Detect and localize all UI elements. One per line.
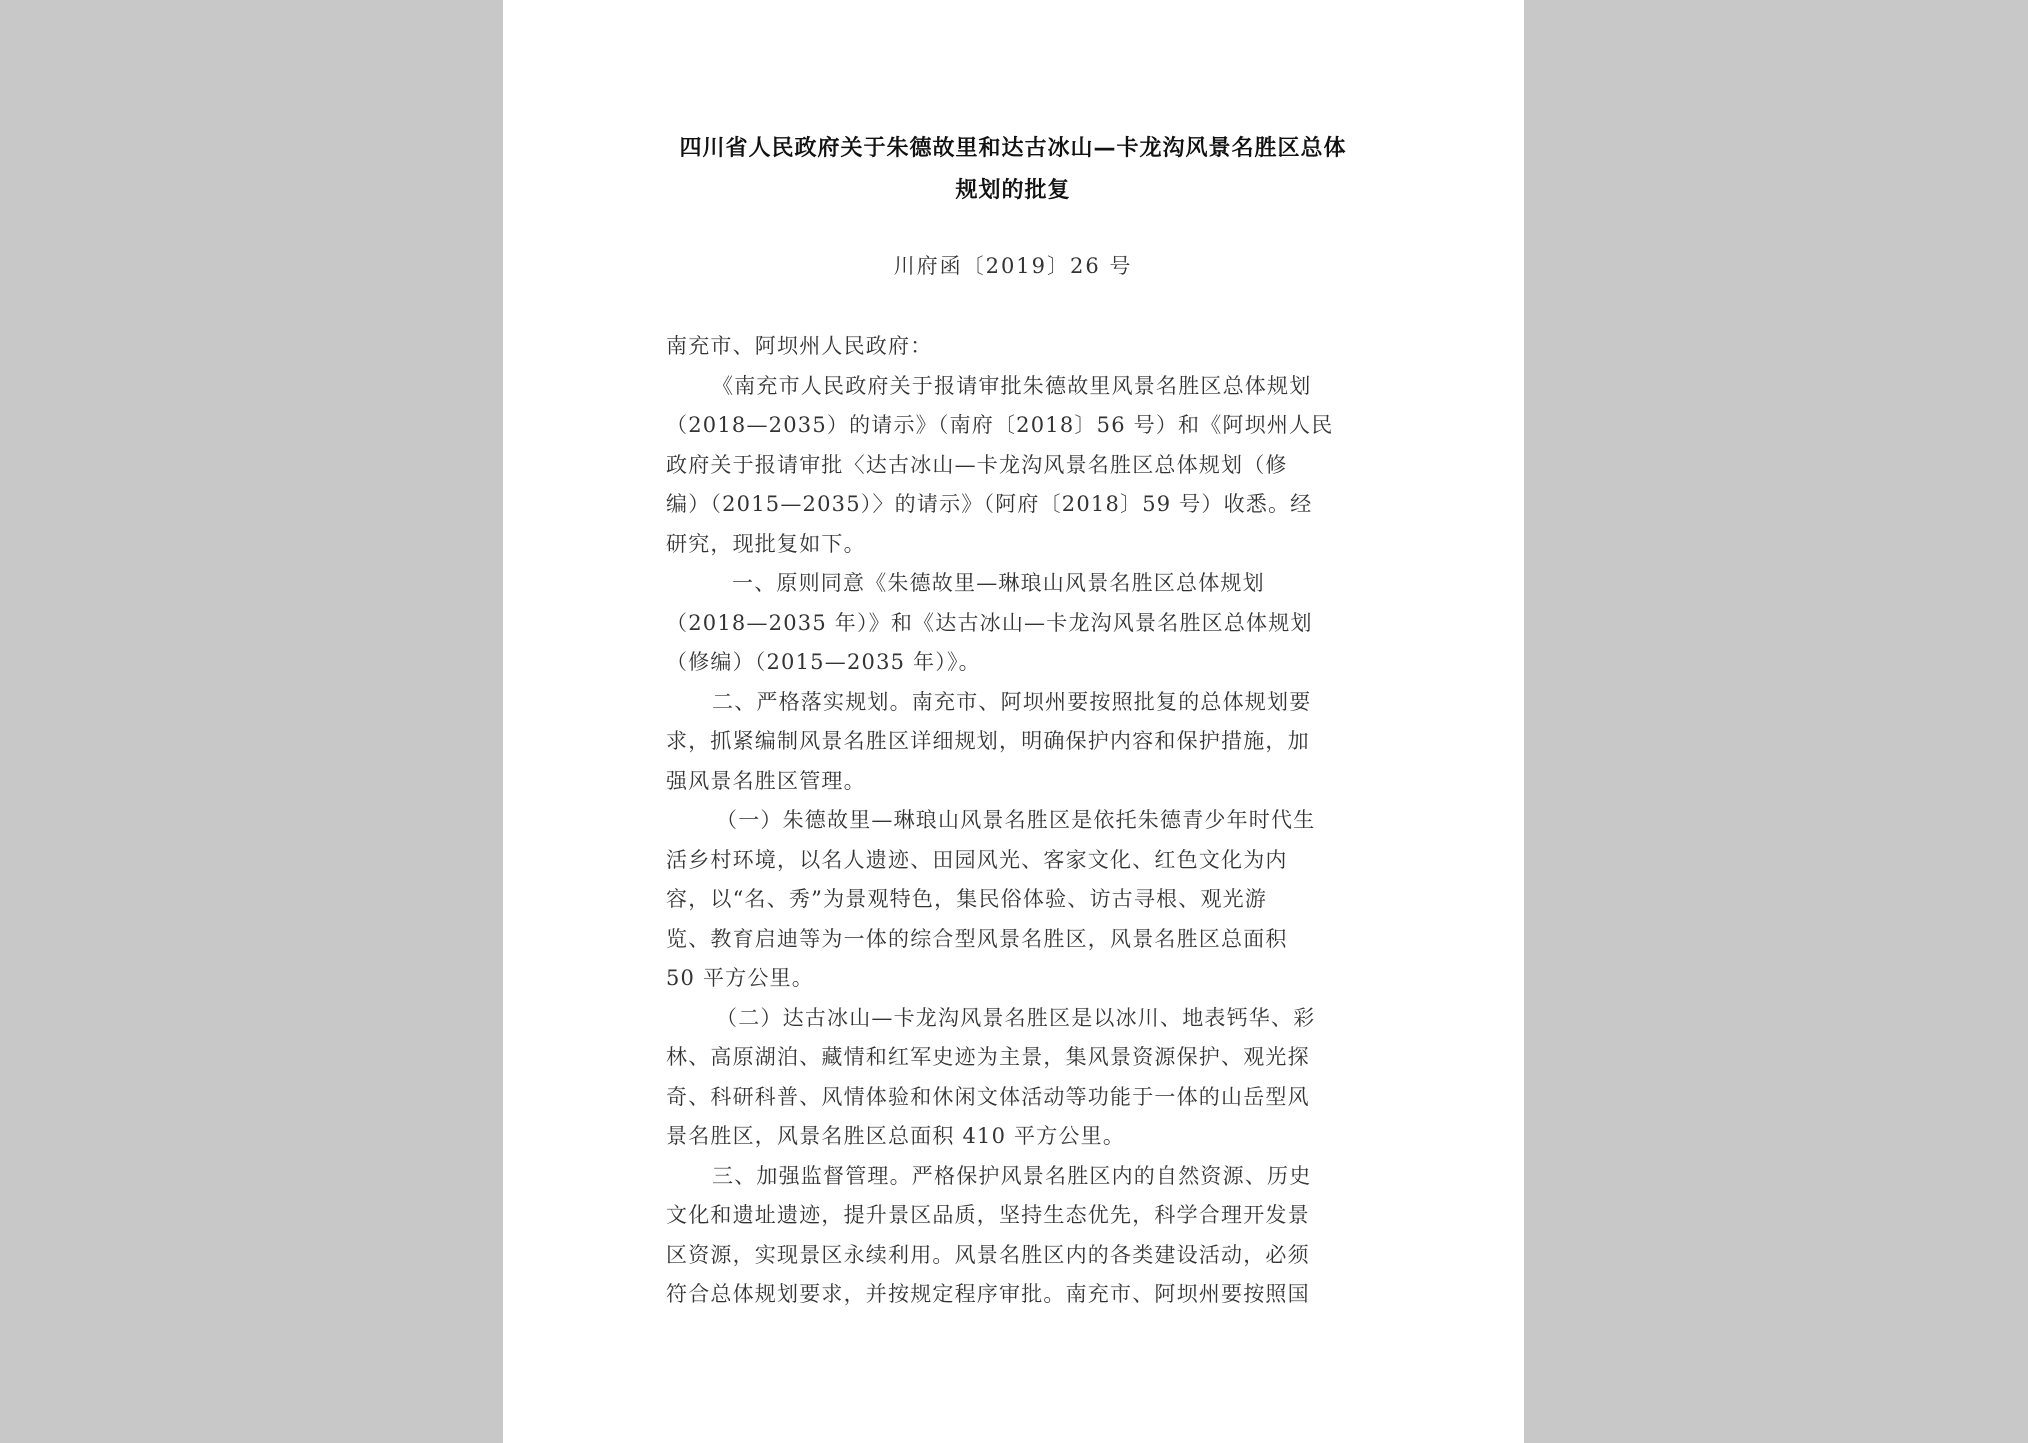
paragraph-line: 求，抓紧编制风景名胜区详细规划，明确保护内容和保护措施，加: [666, 729, 1310, 753]
paragraph-line: （2018—2035 年）》和《达古冰山—卡龙沟风景名胜区总体规划: [666, 610, 1313, 635]
paragraph-line: 文化和遗址遗迹，提升景区品质，坚持生态优先，科学合理开发景: [666, 1203, 1310, 1227]
paragraph-line: （修编）（2015—2035 年）》。: [666, 650, 981, 674]
paragraph-line: 符合总体规划要求，并按规定程序审批。南充市、阿坝州要按照国: [666, 1282, 1310, 1306]
document-page: [503, 0, 1524, 1443]
paragraph-item-three: [666, 1157, 1366, 1315]
document-body: [666, 327, 1366, 1315]
paragraph-intro: [666, 367, 1366, 565]
paragraph-line: 编）（2015—2035）〉的请示》（阿府〔2018〕59 号）收悉。经: [666, 492, 1313, 516]
document-title: [663, 128, 1363, 212]
paragraph-sub-two: [666, 999, 1366, 1157]
addressee: [666, 327, 1366, 367]
paragraph-line: 三、加强监督管理。严格保护风景名胜区内的自然资源、历史: [712, 1163, 1312, 1188]
paragraph-line: 容，以“名、秀”为景观特色，集民俗体验、访古寻根、观光游: [666, 887, 1268, 911]
paragraph-line: （2018—2035）的请示》（南府〔2018〕56 号）和《阿坝州人民: [666, 413, 1334, 437]
paragraph-line: 一、原则同意《朱德故里—琳琅山风景名胜区总体规划: [732, 571, 1265, 595]
paragraph-line: （二）达古冰山—卡龙沟风景名胜区是以冰川、地表钙华、彩: [716, 1005, 1316, 1030]
paragraph-sub-one: [666, 801, 1366, 999]
addressee-line: 南充市、阿坝州人民政府：: [666, 334, 933, 358]
paragraph-line: 研究，现批复如下。: [666, 531, 866, 556]
paragraph-line: 二、严格落实规划。南充市、阿坝州要按照批复的总体规划要: [712, 689, 1312, 714]
paragraph-line: 奇、科研科普、风情体验和休闲文体活动等功能于一体的山岳型风: [666, 1084, 1310, 1109]
title-line: 四川省人民政府关于朱德故里和达古冰山—卡龙沟风景名胜区总体: [679, 136, 1347, 161]
paragraph-line: 《南充市人民政府关于报请审批朱德故里风景名胜区总体规划: [712, 373, 1312, 398]
title-line: 规划的批复: [955, 178, 1071, 203]
paragraph-item-one: [666, 564, 1366, 683]
paragraph-line: 景名胜区，风景名胜区总面积 410 平方公里。: [666, 1124, 1126, 1148]
paragraph-line: 林、高原湖泊、藏情和红军史迹为主景，集风景资源保护、观光探: [666, 1045, 1310, 1069]
document-number: 川府函〔2019〕26 号: [893, 254, 1133, 278]
paragraph-line: 政府关于报请审批〈达古冰山—卡龙沟风景名胜区总体规划（修: [666, 452, 1288, 477]
paragraph-line: 区资源，实现景区永续利用。风景名胜区内的各类建设活动，必须: [666, 1242, 1310, 1267]
paragraph-line: 强风景名胜区管理。: [666, 768, 866, 793]
paragraph-line: （一）朱德故里—琳琅山风景名胜区是依托朱德青少年时代生: [716, 808, 1316, 832]
paragraph-line: 览、教育启迪等为一体的综合型风景名胜区，风景名胜区总面积: [666, 926, 1288, 951]
paragraph-line: 50 平方公里。: [666, 966, 814, 990]
paragraph-item-two: [666, 683, 1366, 802]
paragraph-line: 活乡村环境，以名人遗迹、田园风光、客家文化、红色文化为内: [666, 847, 1288, 872]
